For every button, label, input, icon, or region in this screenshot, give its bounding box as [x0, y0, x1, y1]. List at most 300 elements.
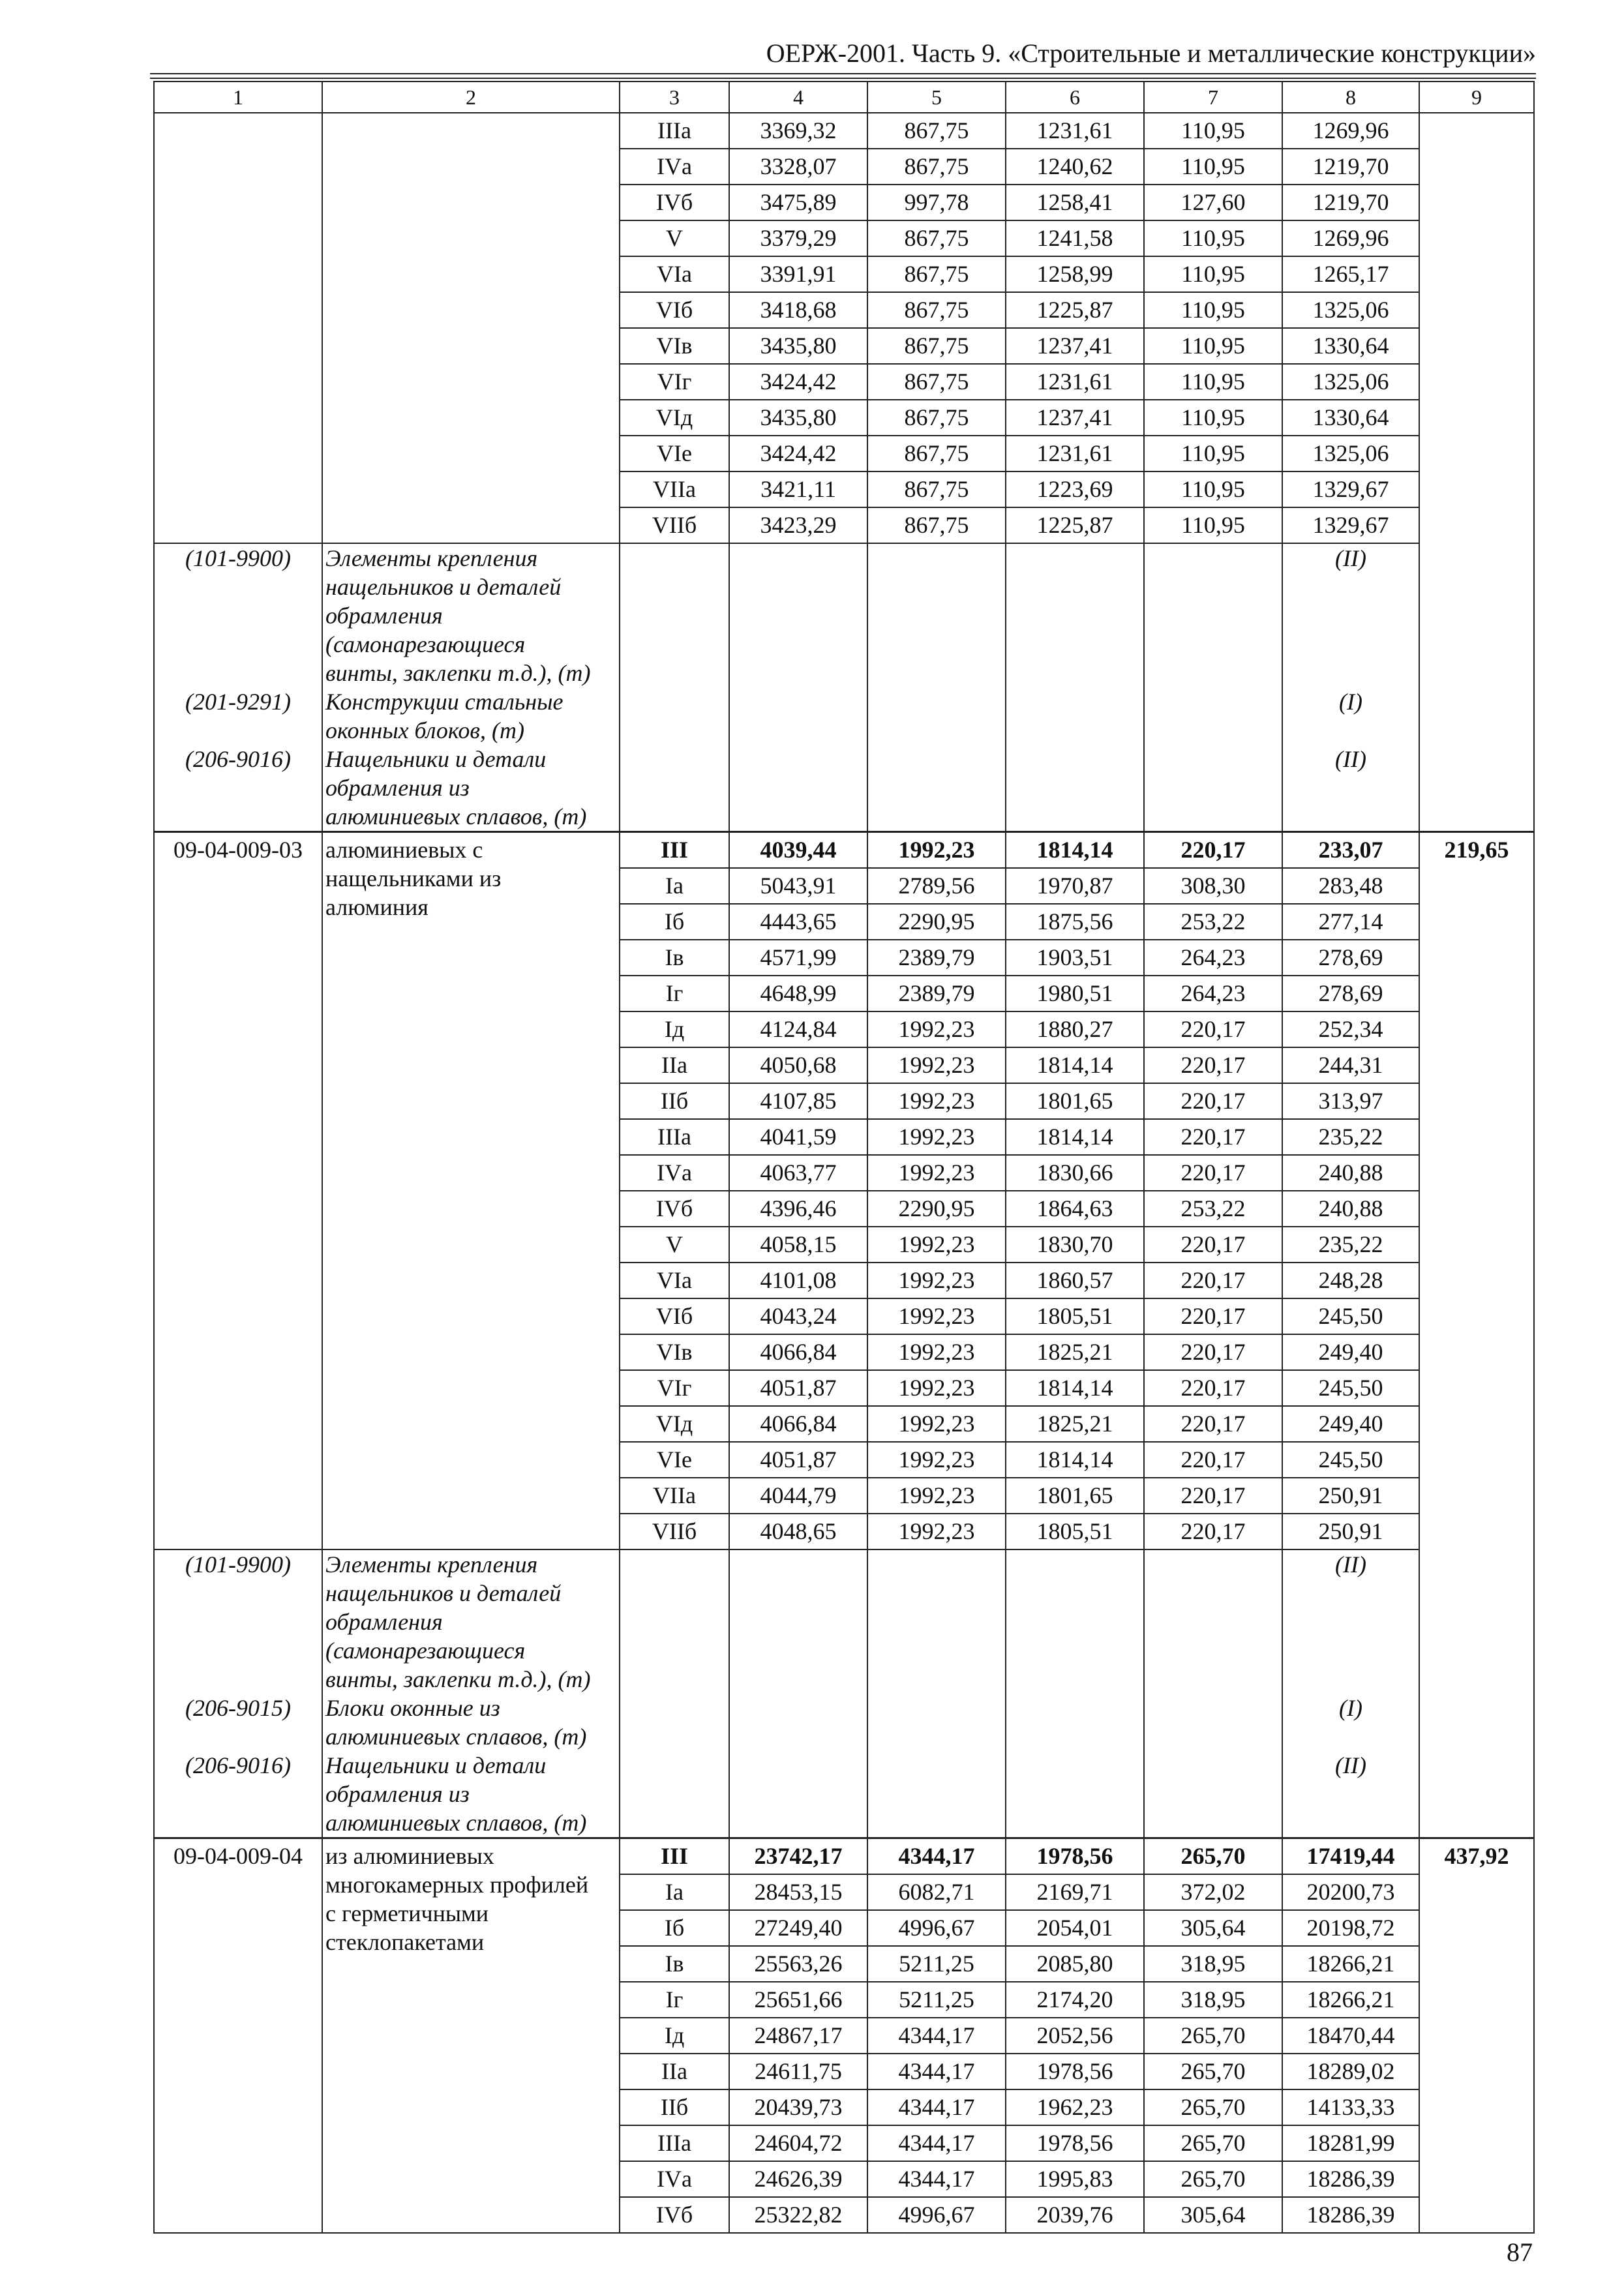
material-row	[154, 1808, 1534, 1838]
value-cell: 220,17	[1144, 1478, 1282, 1514]
material-class	[1282, 1636, 1419, 1665]
material-class	[1282, 630, 1419, 659]
value-cell: 20200,73	[1282, 1874, 1419, 1910]
empty-cell	[620, 659, 729, 687]
zone-cell: V	[620, 220, 729, 256]
zone-cell: VIг	[620, 1370, 729, 1406]
value-cell: 3424,42	[729, 436, 867, 471]
empty-cell	[620, 573, 729, 601]
value-cell: 110,95	[1144, 256, 1282, 292]
value-cell: 17419,44	[1282, 1838, 1419, 1875]
column-number: 4	[729, 82, 867, 113]
value-cell: 25322,82	[729, 2197, 867, 2233]
value-cell: 18266,21	[1282, 1946, 1419, 1982]
empty-cell	[620, 802, 729, 832]
value-cell: 1240,62	[1006, 149, 1144, 185]
value-cell: 4101,08	[729, 1263, 867, 1298]
zone-cell: VIIа	[620, 471, 729, 507]
empty-cell	[1144, 659, 1282, 687]
material-description: (самонарезающиеся	[322, 630, 620, 659]
value-cell: 233,07	[1282, 832, 1419, 869]
value-cell: 1992,23	[867, 1478, 1006, 1514]
column-number: 1	[154, 82, 322, 113]
value-cell: 4050,68	[729, 1047, 867, 1083]
description-line: алюминия	[325, 894, 429, 920]
material-description: алюминиевых сплавов, (т)	[322, 1722, 620, 1751]
value-cell: 318,95	[1144, 1982, 1282, 2018]
zone-cell: IVб	[620, 185, 729, 220]
value-cell: 264,23	[1144, 940, 1282, 976]
empty-cell	[1144, 543, 1282, 573]
value-cell: 220,17	[1144, 1047, 1282, 1083]
material-row	[154, 1780, 1534, 1808]
empty-cell	[1144, 630, 1282, 659]
value-cell: 4443,65	[729, 904, 867, 940]
value-cell: 1258,41	[1006, 185, 1144, 220]
material-description: Нащельники и детали	[322, 745, 620, 773]
value-cell: 1231,61	[1006, 364, 1144, 400]
value-cell: 27249,40	[729, 1910, 867, 1946]
zone-cell: IIIа	[620, 2125, 729, 2161]
value-cell: 1330,64	[1282, 400, 1419, 436]
value-cell: 4344,17	[867, 2018, 1006, 2054]
value-cell: 1269,96	[1282, 113, 1419, 149]
value-cell: 25651,66	[729, 1982, 867, 2018]
empty-cell	[1006, 745, 1144, 773]
empty-cell	[1144, 687, 1282, 716]
value-cell: 867,75	[867, 436, 1006, 471]
value-cell: 1992,23	[867, 1514, 1006, 1549]
total-cell	[1419, 113, 1534, 832]
position-description	[322, 113, 620, 543]
value-cell: 867,75	[867, 256, 1006, 292]
value-cell: 867,75	[867, 292, 1006, 328]
value-cell: 127,60	[1144, 185, 1282, 220]
value-cell: 4063,77	[729, 1155, 867, 1191]
value-cell: 1325,06	[1282, 292, 1419, 328]
zone-cell: V	[620, 1227, 729, 1263]
value-cell: 372,02	[1144, 1874, 1282, 1910]
column-number-row	[154, 82, 1534, 113]
value-cell: 1325,06	[1282, 364, 1419, 400]
zone-cell: Iг	[620, 976, 729, 1011]
table-body	[154, 82, 1534, 2233]
value-cell: 4043,24	[729, 1298, 867, 1334]
value-cell: 305,64	[1144, 1910, 1282, 1946]
zone-cell: Iд	[620, 2018, 729, 2054]
material-class	[1282, 716, 1419, 745]
column-number: 3	[620, 82, 729, 113]
value-cell: 110,95	[1144, 507, 1282, 543]
zone-cell: VIб	[620, 292, 729, 328]
zone-cell: Iа	[620, 868, 729, 904]
zone-cell: VIа	[620, 1263, 729, 1298]
value-cell: 313,97	[1282, 1083, 1419, 1119]
value-cell: 1265,17	[1282, 256, 1419, 292]
value-cell: 4344,17	[867, 2054, 1006, 2089]
material-code	[154, 1579, 322, 1608]
value-cell: 1805,51	[1006, 1298, 1144, 1334]
zone-cell: VIг	[620, 364, 729, 400]
value-cell: 867,75	[867, 113, 1006, 149]
material-class	[1282, 601, 1419, 630]
material-code: (206-9016)	[154, 1751, 322, 1780]
value-cell: 1830,66	[1006, 1155, 1144, 1191]
empty-cell	[729, 1751, 867, 1780]
value-cell: 110,95	[1144, 113, 1282, 149]
value-cell: 4107,85	[729, 1083, 867, 1119]
empty-cell	[867, 1636, 1006, 1665]
value-cell: 283,48	[1282, 868, 1419, 904]
material-code: (101-9900)	[154, 1549, 322, 1579]
value-cell: 867,75	[867, 364, 1006, 400]
empty-cell	[620, 773, 729, 802]
value-cell: 220,17	[1144, 1406, 1282, 1442]
value-cell: 2054,01	[1006, 1910, 1144, 1946]
value-cell: 249,40	[1282, 1334, 1419, 1370]
value-cell: 248,28	[1282, 1263, 1419, 1298]
value-cell: 4344,17	[867, 2125, 1006, 2161]
material-class: (I)	[1282, 1694, 1419, 1722]
material-row	[154, 1665, 1534, 1694]
empty-cell	[620, 1751, 729, 1780]
zone-cell: IIIа	[620, 113, 729, 149]
value-cell: 4041,59	[729, 1119, 867, 1155]
material-code	[154, 1808, 322, 1838]
value-cell: 867,75	[867, 507, 1006, 543]
material-description: нащельников и деталей	[322, 573, 620, 601]
value-cell: 24867,17	[729, 2018, 867, 2054]
value-cell: 18289,02	[1282, 2054, 1419, 2089]
empty-cell	[729, 1636, 867, 1665]
empty-cell	[1144, 716, 1282, 745]
zone-cell: IVб	[620, 1191, 729, 1227]
zone-cell: VIд	[620, 400, 729, 436]
empty-cell	[620, 1722, 729, 1751]
value-cell: 1992,23	[867, 1406, 1006, 1442]
material-row	[154, 802, 1534, 832]
value-cell: 1814,14	[1006, 1047, 1144, 1083]
material-row	[154, 1722, 1534, 1751]
material-class: (II)	[1282, 745, 1419, 773]
value-cell: 1992,23	[867, 1011, 1006, 1047]
empty-cell	[867, 773, 1006, 802]
material-description: винты, заклепки т.д.), (т)	[322, 1665, 620, 1694]
material-description: Блоки оконные из	[322, 1694, 620, 1722]
material-code: (206-9016)	[154, 745, 322, 773]
value-cell: 250,91	[1282, 1514, 1419, 1549]
total-cell: 219,65	[1419, 832, 1534, 1838]
value-cell: 25563,26	[729, 1946, 867, 1982]
value-cell: 4344,17	[867, 2161, 1006, 2197]
empty-cell	[1006, 1722, 1144, 1751]
empty-cell	[729, 1579, 867, 1608]
running-header: ОЕРЖ-2001. Часть 9. «Строительные и металлические конструкции»	[766, 38, 1536, 68]
zone-cell: VIд	[620, 1406, 729, 1442]
value-cell: 1864,63	[1006, 1191, 1144, 1227]
zone-cell: VIIа	[620, 1478, 729, 1514]
value-cell: 265,70	[1144, 2089, 1282, 2125]
zone-cell: VIе	[620, 436, 729, 471]
empty-cell	[729, 1549, 867, 1579]
material-class: (II)	[1282, 1549, 1419, 1579]
value-cell: 2290,95	[867, 1191, 1006, 1227]
column-number: 6	[1006, 82, 1144, 113]
zone-cell: Iд	[620, 1011, 729, 1047]
value-cell: 1805,51	[1006, 1514, 1144, 1549]
empty-cell	[1006, 1608, 1144, 1636]
value-cell: 24626,39	[729, 2161, 867, 2197]
value-cell: 4344,17	[867, 2089, 1006, 2125]
empty-cell	[867, 630, 1006, 659]
material-row	[154, 543, 1534, 573]
value-cell: 110,95	[1144, 364, 1282, 400]
value-cell: 1269,96	[1282, 220, 1419, 256]
material-row	[154, 573, 1534, 601]
value-cell: 220,17	[1144, 1298, 1282, 1334]
material-row	[154, 716, 1534, 745]
value-cell: 4039,44	[729, 832, 867, 869]
value-cell: 2389,79	[867, 976, 1006, 1011]
material-row	[154, 1579, 1534, 1608]
material-code	[154, 573, 322, 601]
empty-cell	[867, 687, 1006, 716]
empty-cell	[867, 601, 1006, 630]
empty-cell	[1144, 1808, 1282, 1838]
value-cell: 1875,56	[1006, 904, 1144, 940]
material-class	[1282, 1808, 1419, 1838]
value-cell: 4396,46	[729, 1191, 867, 1227]
empty-cell	[867, 573, 1006, 601]
material-row	[154, 1636, 1534, 1665]
value-cell: 1995,83	[1006, 2161, 1144, 2197]
value-cell: 4124,84	[729, 1011, 867, 1047]
description-line: с герметичными	[325, 1900, 489, 1926]
value-cell: 3369,32	[729, 113, 867, 149]
value-cell: 4571,99	[729, 940, 867, 976]
value-cell: 1903,51	[1006, 940, 1144, 976]
value-cell: 1825,21	[1006, 1406, 1144, 1442]
empty-cell	[729, 659, 867, 687]
empty-cell	[620, 1780, 729, 1808]
value-cell: 1830,70	[1006, 1227, 1144, 1263]
value-cell: 3435,80	[729, 400, 867, 436]
value-cell: 265,70	[1144, 1838, 1282, 1875]
empty-cell	[620, 1608, 729, 1636]
value-cell: 3391,91	[729, 256, 867, 292]
value-cell: 20198,72	[1282, 1910, 1419, 1946]
empty-cell	[1144, 802, 1282, 832]
value-cell: 6082,71	[867, 1874, 1006, 1910]
value-cell: 308,30	[1144, 868, 1282, 904]
zone-cell: Iг	[620, 1982, 729, 2018]
value-cell: 1219,70	[1282, 185, 1419, 220]
value-cell: 110,95	[1144, 471, 1282, 507]
value-cell: 3475,89	[729, 185, 867, 220]
material-class	[1282, 1665, 1419, 1694]
value-cell: 4044,79	[729, 1478, 867, 1514]
value-cell: 1992,23	[867, 832, 1006, 869]
value-cell: 1801,65	[1006, 1083, 1144, 1119]
material-description: винты, заклепки т.д.), (т)	[322, 659, 620, 687]
value-cell: 220,17	[1144, 1514, 1282, 1549]
zone-cell: VIIб	[620, 1514, 729, 1549]
empty-cell	[729, 543, 867, 573]
empty-cell	[867, 1780, 1006, 1808]
material-code	[154, 1608, 322, 1636]
value-cell: 18281,99	[1282, 2125, 1419, 2161]
value-cell: 110,95	[1144, 220, 1282, 256]
table-row	[154, 832, 1534, 869]
value-cell: 249,40	[1282, 1406, 1419, 1442]
value-cell: 220,17	[1144, 1011, 1282, 1047]
material-row	[154, 630, 1534, 659]
value-cell: 3421,11	[729, 471, 867, 507]
empty-cell	[729, 802, 867, 832]
material-row	[154, 659, 1534, 687]
value-cell: 3328,07	[729, 149, 867, 185]
empty-cell	[867, 543, 1006, 573]
value-cell: 2085,80	[1006, 1946, 1144, 1982]
empty-cell	[867, 1722, 1006, 1751]
zone-cell: VIа	[620, 256, 729, 292]
value-cell: 220,17	[1144, 1263, 1282, 1298]
value-cell: 220,17	[1144, 1227, 1282, 1263]
value-cell: 1814,14	[1006, 1370, 1144, 1406]
empty-cell	[867, 1579, 1006, 1608]
value-cell: 220,17	[1144, 832, 1282, 869]
empty-cell	[620, 1694, 729, 1722]
position-description	[322, 832, 620, 1550]
zone-cell: IIIа	[620, 1119, 729, 1155]
value-cell: 1992,23	[867, 1298, 1006, 1334]
material-row	[154, 687, 1534, 716]
column-number: 8	[1282, 82, 1419, 113]
material-code	[154, 1665, 322, 1694]
material-row	[154, 1694, 1534, 1722]
value-cell: 1992,23	[867, 1227, 1006, 1263]
value-cell: 265,70	[1144, 2018, 1282, 2054]
material-description: Элементы крепления	[322, 1549, 620, 1579]
value-cell: 265,70	[1144, 2161, 1282, 2197]
value-cell: 4344,17	[867, 1838, 1006, 1875]
empty-cell	[867, 1751, 1006, 1780]
material-code	[154, 601, 322, 630]
empty-cell	[1006, 1636, 1144, 1665]
value-cell: 1330,64	[1282, 328, 1419, 364]
value-cell: 867,75	[867, 471, 1006, 507]
zone-cell: VIб	[620, 1298, 729, 1334]
empty-cell	[1006, 1694, 1144, 1722]
value-cell: 2789,56	[867, 868, 1006, 904]
zone-cell: IVа	[620, 1155, 729, 1191]
value-cell: 220,17	[1144, 1442, 1282, 1478]
empty-cell	[867, 716, 1006, 745]
material-code	[154, 1780, 322, 1808]
value-cell: 5211,25	[867, 1982, 1006, 2018]
empty-cell	[1144, 1665, 1282, 1694]
value-cell: 1258,99	[1006, 256, 1144, 292]
material-description: Нащельники и детали	[322, 1751, 620, 1780]
value-cell: 1231,61	[1006, 436, 1144, 471]
value-cell: 4996,67	[867, 2197, 1006, 2233]
value-cell: 1241,58	[1006, 220, 1144, 256]
value-cell: 1329,67	[1282, 471, 1419, 507]
value-cell: 1978,56	[1006, 2054, 1144, 2089]
value-cell: 23742,17	[729, 1838, 867, 1875]
value-cell: 1992,23	[867, 1263, 1006, 1298]
material-code	[154, 716, 322, 745]
value-cell: 18266,21	[1282, 1982, 1419, 2018]
value-cell: 3418,68	[729, 292, 867, 328]
empty-cell	[1144, 1722, 1282, 1751]
value-cell: 240,88	[1282, 1191, 1419, 1227]
empty-cell	[1006, 1579, 1144, 1608]
value-cell: 1992,23	[867, 1155, 1006, 1191]
material-description: обрамления	[322, 1608, 620, 1636]
value-cell: 1225,87	[1006, 292, 1144, 328]
material-row	[154, 1608, 1534, 1636]
value-cell: 1237,41	[1006, 400, 1144, 436]
value-cell: 867,75	[867, 220, 1006, 256]
value-cell: 220,17	[1144, 1370, 1282, 1406]
empty-cell	[867, 1808, 1006, 1838]
zone-cell: IVа	[620, 149, 729, 185]
value-cell: 2169,71	[1006, 1874, 1144, 1910]
value-cell: 110,95	[1144, 149, 1282, 185]
value-cell: 28453,15	[729, 1874, 867, 1910]
value-cell: 110,95	[1144, 328, 1282, 364]
value-cell: 18470,44	[1282, 2018, 1419, 2054]
value-cell: 2290,95	[867, 904, 1006, 940]
value-cell: 253,22	[1144, 1191, 1282, 1227]
empty-cell	[1006, 716, 1144, 745]
value-cell: 220,17	[1144, 1155, 1282, 1191]
material-class	[1282, 802, 1419, 832]
empty-cell	[1006, 1780, 1144, 1808]
value-cell: 1223,69	[1006, 471, 1144, 507]
value-cell: 235,22	[1282, 1119, 1419, 1155]
material-description: обрамления из	[322, 773, 620, 802]
zone-cell: IIа	[620, 2054, 729, 2089]
zone-cell: Iб	[620, 1910, 729, 1946]
value-cell: 1237,41	[1006, 328, 1144, 364]
material-description: алюминиевых сплавов, (т)	[322, 802, 620, 832]
value-cell: 4051,87	[729, 1370, 867, 1406]
table-row	[154, 1838, 1534, 1875]
empty-cell	[867, 1549, 1006, 1579]
material-class	[1282, 1722, 1419, 1751]
value-cell: 265,70	[1144, 2054, 1282, 2089]
empty-cell	[1144, 1751, 1282, 1780]
value-cell: 1329,67	[1282, 507, 1419, 543]
empty-cell	[1006, 1808, 1144, 1838]
empty-cell	[729, 1808, 867, 1838]
value-cell: 867,75	[867, 149, 1006, 185]
empty-cell	[1006, 687, 1144, 716]
value-cell: 4058,15	[729, 1227, 867, 1263]
zone-cell: VIв	[620, 328, 729, 364]
value-cell: 250,91	[1282, 1478, 1419, 1514]
value-cell: 110,95	[1144, 400, 1282, 436]
value-cell: 278,69	[1282, 976, 1419, 1011]
material-class	[1282, 573, 1419, 601]
material-code: (206-9015)	[154, 1694, 322, 1722]
empty-cell	[620, 1808, 729, 1838]
empty-cell	[1006, 543, 1144, 573]
empty-cell	[1006, 1665, 1144, 1694]
value-cell: 1962,23	[1006, 2089, 1144, 2125]
